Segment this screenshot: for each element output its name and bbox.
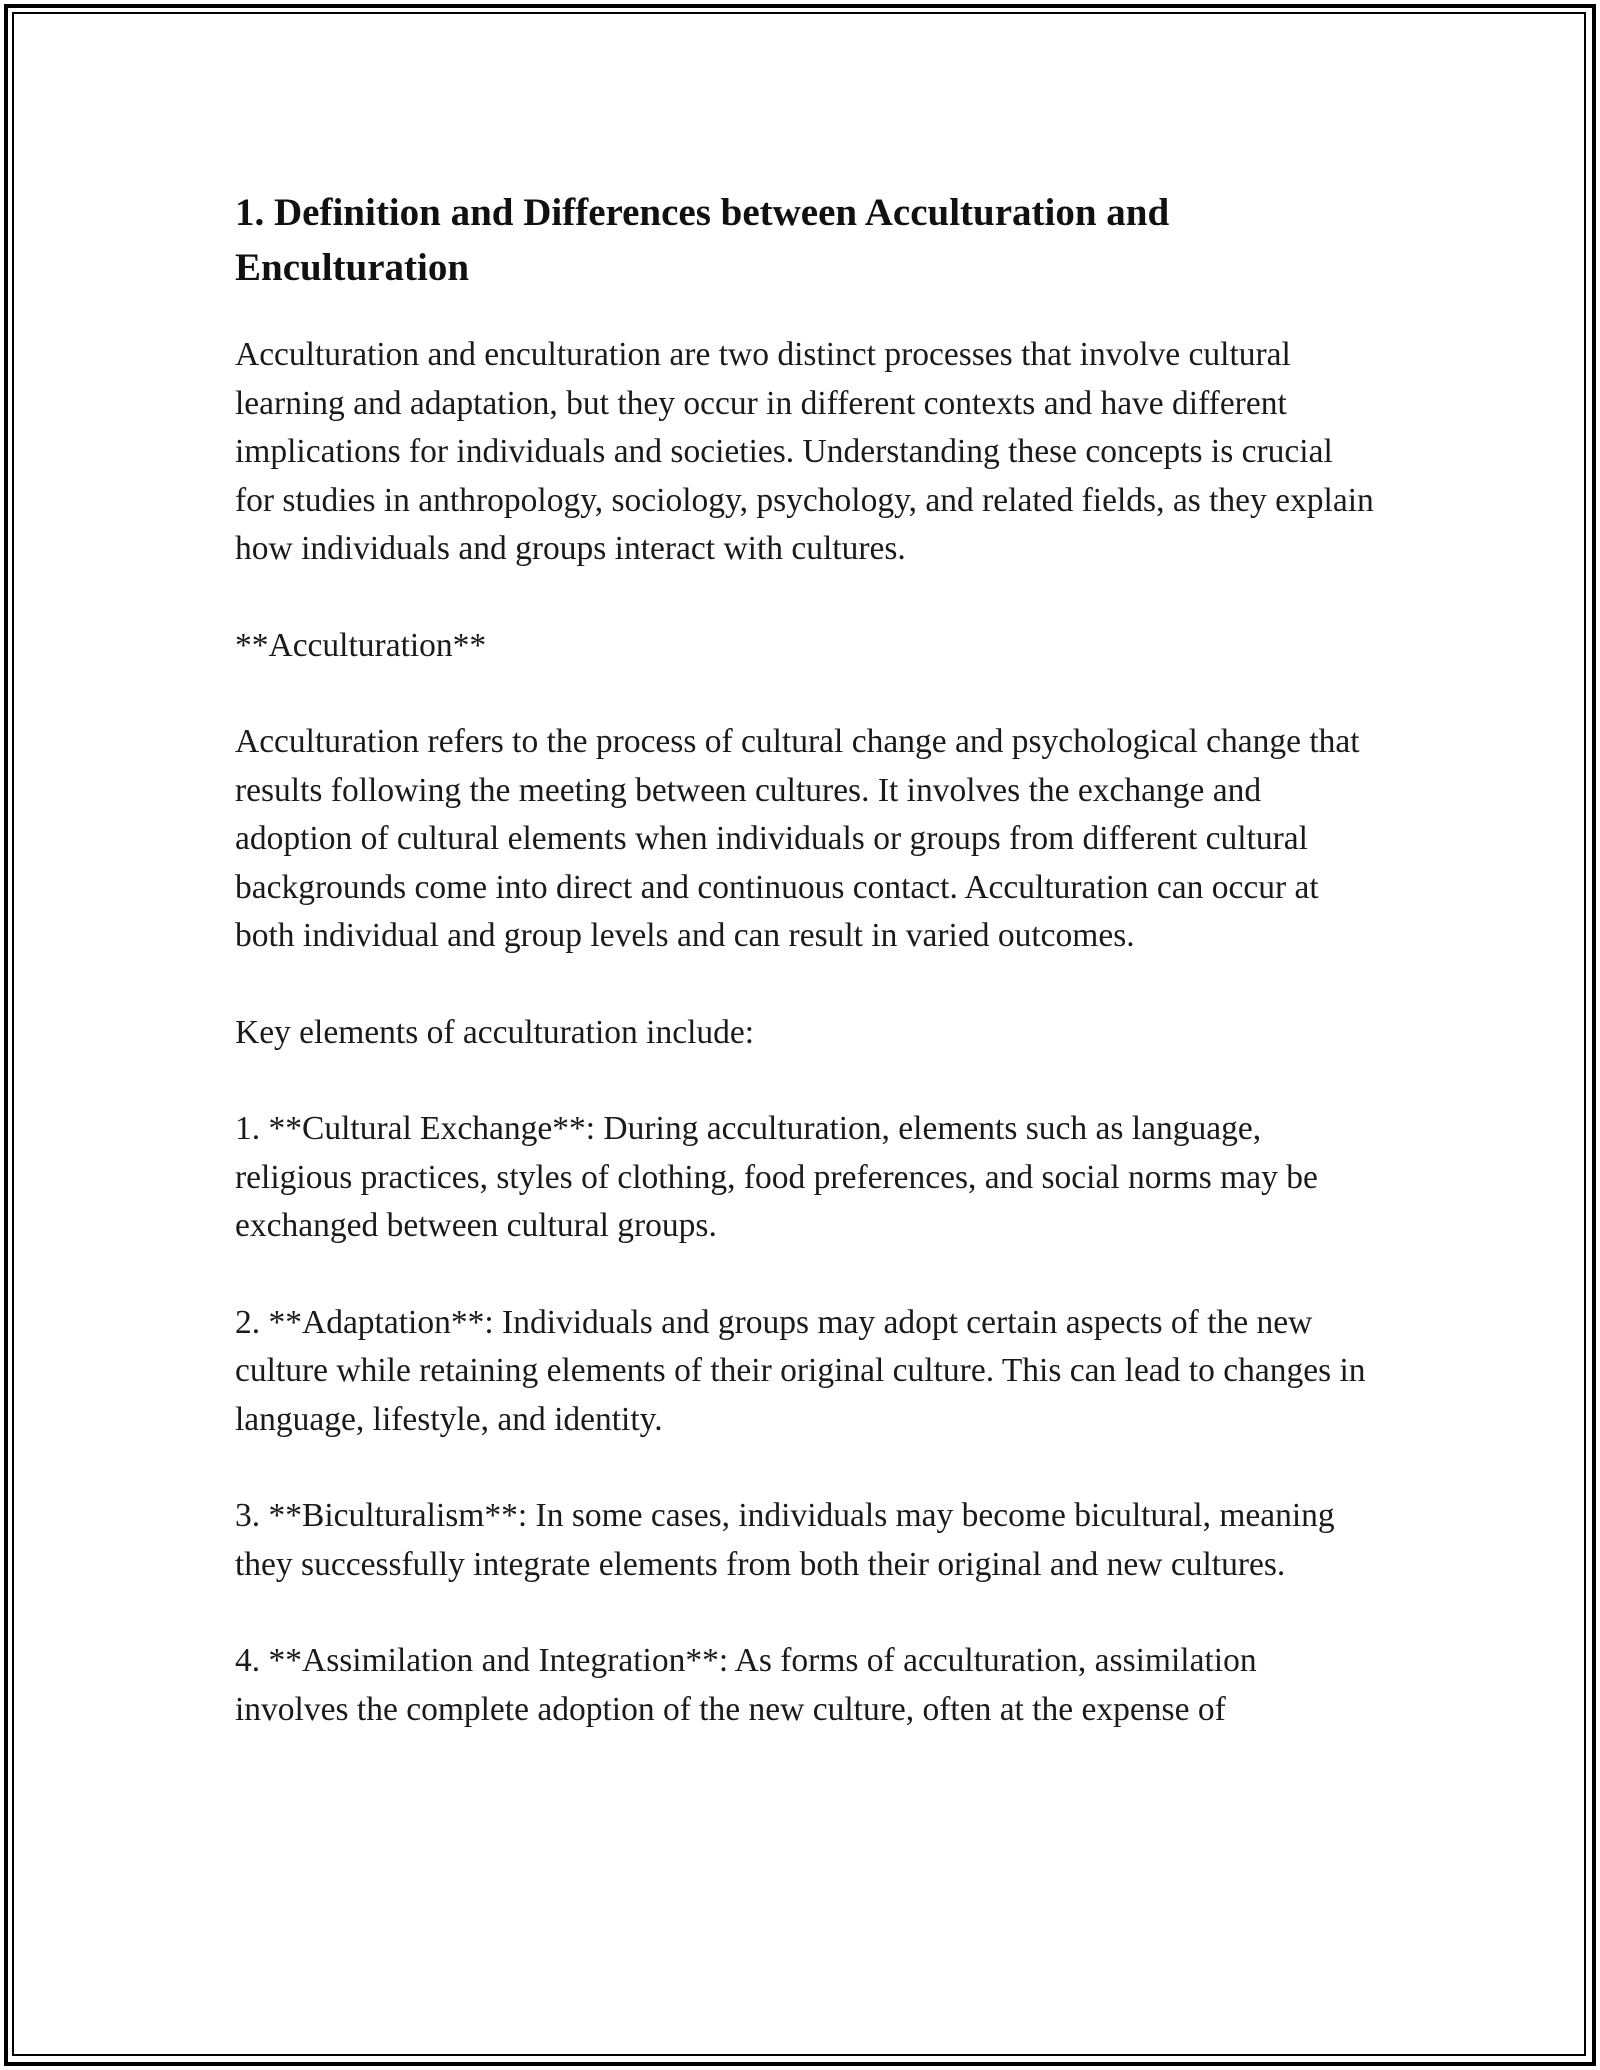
key-elements-intro: Key elements of acculturation include: <box>235 1013 755 1051</box>
list-item-adaptation: 2. **Adaptation**: Individuals and groups may adopt certain aspects of the new culture while retaining elements of their original culture. This can lead to changes in language, lifestyle, and identity. <box>235 1303 1366 1438</box>
list-item-biculturalism: 3. **Biculturalism**: In some cases, individuals may become bicultural, meaning they successfully integrate elements from both their original and new cultures. <box>235 1497 1335 1583</box>
document-page <box>235 185 1375 1782</box>
acculturation-definition-paragraph: Acculturation refers to the process of cultural change and psychological change that results following the meeting between cultures. It involves the exchange and adoption of cultural elements when individuals or groups from different cultural backgrounds come into direct and continuous contact. Acculturation can occur at both individual and group levels and can result in varied outcomes. <box>235 723 1360 954</box>
acculturation-subheading: **Acculturation** <box>235 626 487 664</box>
intro-paragraph: Acculturation and enculturation are two distinct processes that involve cultural learning and adaptation, but they occur in different contexts and have different implications for individuals and societies. Understanding these concepts is crucial for studies in anthropology, sociology, psychology, and related fields, as they explain how individuals and groups interact with cultures. <box>235 336 1374 567</box>
list-item-assimilation-integration: 4. **Assimilation and Integration**: As forms of acculturation, assimilation involves the complete adoption of the new culture, often at the expense of <box>235 1642 1257 1728</box>
section-heading: 1. Definition and Differences between Acculturation and Enculturation <box>235 191 1170 289</box>
list-item-cultural-exchange: 1. **Cultural Exchange**: During acculturation, elements such as language, religious practices, styles of clothing, food preferences, and social norms may be exchanged between cultural groups. <box>235 1110 1318 1244</box>
